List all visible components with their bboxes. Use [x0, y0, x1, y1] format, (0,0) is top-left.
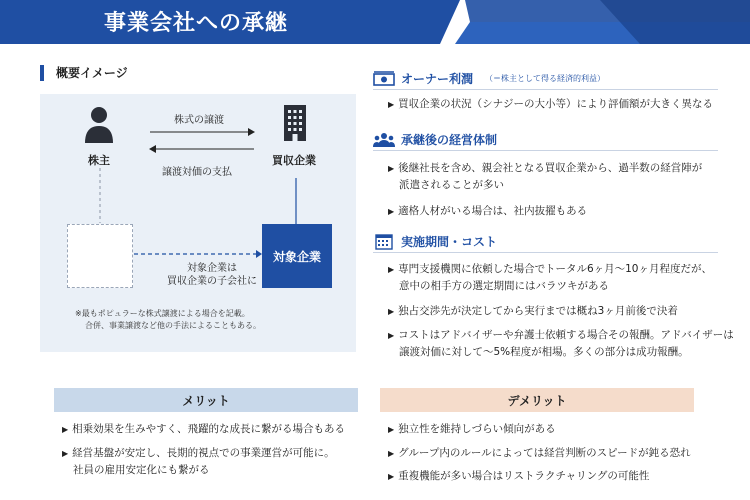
divider: [373, 252, 718, 253]
footnote-line1: ※最もポピュラーな株式譲渡による場合を記載。: [75, 309, 250, 318]
payment-arrow: [148, 143, 256, 155]
bullet-icon: ▶: [62, 449, 69, 458]
shareholder-icon: [84, 105, 114, 145]
merit-item: [62, 445, 335, 478]
merit-item2-line1: 経営基盤が安定し、長期的視点での事業運営が可能に。: [72, 447, 335, 459]
demerit-item3: 重複機能が多い場合はリストラクチャリングの可能性: [398, 470, 650, 482]
demerit-item2: グループ内のルールによっては経営判断のスピードが鈍る恐れ: [398, 447, 691, 459]
period-item: [388, 303, 678, 320]
demerit-item: [388, 468, 649, 485]
bullet-icon: ▶: [388, 449, 395, 458]
owner-profit-subtitle: （＝株主として得る経済的利益）: [485, 74, 606, 83]
team-icon: [373, 132, 395, 148]
footnote-line2: 合併、事業譲渡など他の手法によることもある。: [85, 321, 261, 330]
owner-profit-heading: [373, 70, 605, 87]
period-heading: [373, 233, 497, 250]
demerit-heading: デメリット: [380, 388, 694, 412]
demerit-item: [388, 421, 556, 438]
subsidiary-note-line2: 買収企業の子会社に: [167, 276, 257, 287]
overview-label: 概要イメージ: [56, 66, 128, 80]
bullet-icon: ▶: [388, 472, 395, 481]
diagram-footnote: [75, 308, 261, 332]
management-item: [388, 160, 702, 193]
management-title: 承継後の経営体制: [401, 133, 498, 147]
management-item1-line1: 後継社長を含め、親会社となる買収企業から、過半数の経営陣が: [398, 162, 703, 174]
bullet-icon: ▶: [388, 207, 395, 216]
calendar-icon: [373, 234, 395, 250]
bullet-icon: ▶: [388, 265, 395, 274]
period-title: 実施期間・コスト: [401, 235, 498, 249]
bullet-icon: ▶: [62, 425, 69, 434]
stock-transfer-label: 株式の譲渡: [174, 115, 224, 126]
period-item3-line2: 譲渡対価に対して～5%程度が相場。多くの部分は成功報酬。: [399, 346, 689, 358]
owner-profit-text: 買収企業の状況（シナジーの大小等）により評価額が大きく異なる: [398, 98, 713, 110]
page-title: 事業会社への承継: [104, 11, 289, 36]
management-item: [388, 203, 587, 220]
buyer-label: 買収企業: [272, 154, 316, 167]
merit-item: [62, 421, 345, 438]
period-item: [388, 327, 734, 360]
bullet-icon: ▶: [388, 100, 395, 109]
demerit-item1: 独立性を維持しづらい傾向がある: [398, 423, 556, 435]
period-item3-line1: コストはアドバイザーや弁護士依頼する場合その報酬。アドバイザーは: [398, 329, 734, 341]
payment-label: 譲渡対価の支払: [162, 167, 232, 178]
transfer-arrow: [148, 126, 256, 138]
bullet-icon: ▶: [388, 331, 395, 340]
shareholder-label: 株主: [88, 154, 110, 167]
building-icon: [280, 103, 310, 143]
management-item2: 適格人材がいる場合は、社内抜擢もある: [398, 205, 588, 217]
bullet-icon: ▶: [388, 425, 395, 434]
target-company-box: 対象企業: [262, 224, 332, 288]
period-item1-line2: 意中の相手方の選定期間にはバラツキがある: [399, 280, 609, 292]
money-icon: [373, 71, 395, 87]
divider: [373, 89, 718, 90]
period-item1-line1: 専門支援機関に依頼した場合でトータル6ヶ月～10ヶ月程度だが、: [398, 263, 712, 275]
header-banner: [0, 0, 750, 44]
owner-profit-item: [388, 96, 713, 113]
former-owner-box: [67, 224, 133, 288]
merit-item1: 相乗効果を生みやすく、飛躍的な成長に繋がる場合もある: [72, 423, 345, 435]
period-item: [388, 261, 712, 294]
bullet-icon: ▶: [388, 307, 395, 316]
subsidiary-note-line1: 対象企業は: [187, 263, 237, 274]
demerit-item: [388, 445, 691, 462]
owner-profit-title: オーナー利潤: [401, 72, 474, 86]
management-heading: [373, 131, 497, 148]
divider: [373, 150, 718, 151]
bullet-icon: ▶: [388, 164, 395, 173]
subsidiary-note: [164, 262, 260, 288]
merit-heading: メリット: [54, 388, 358, 412]
management-item1-line2: 派遣されることが多い: [399, 179, 504, 191]
merit-item2-line2: 社員の雇用安定化にも繋がる: [73, 464, 210, 476]
period-item2: 独占交渉先が決定してから実行までは概ね3ヶ月前後で決着: [398, 305, 678, 317]
